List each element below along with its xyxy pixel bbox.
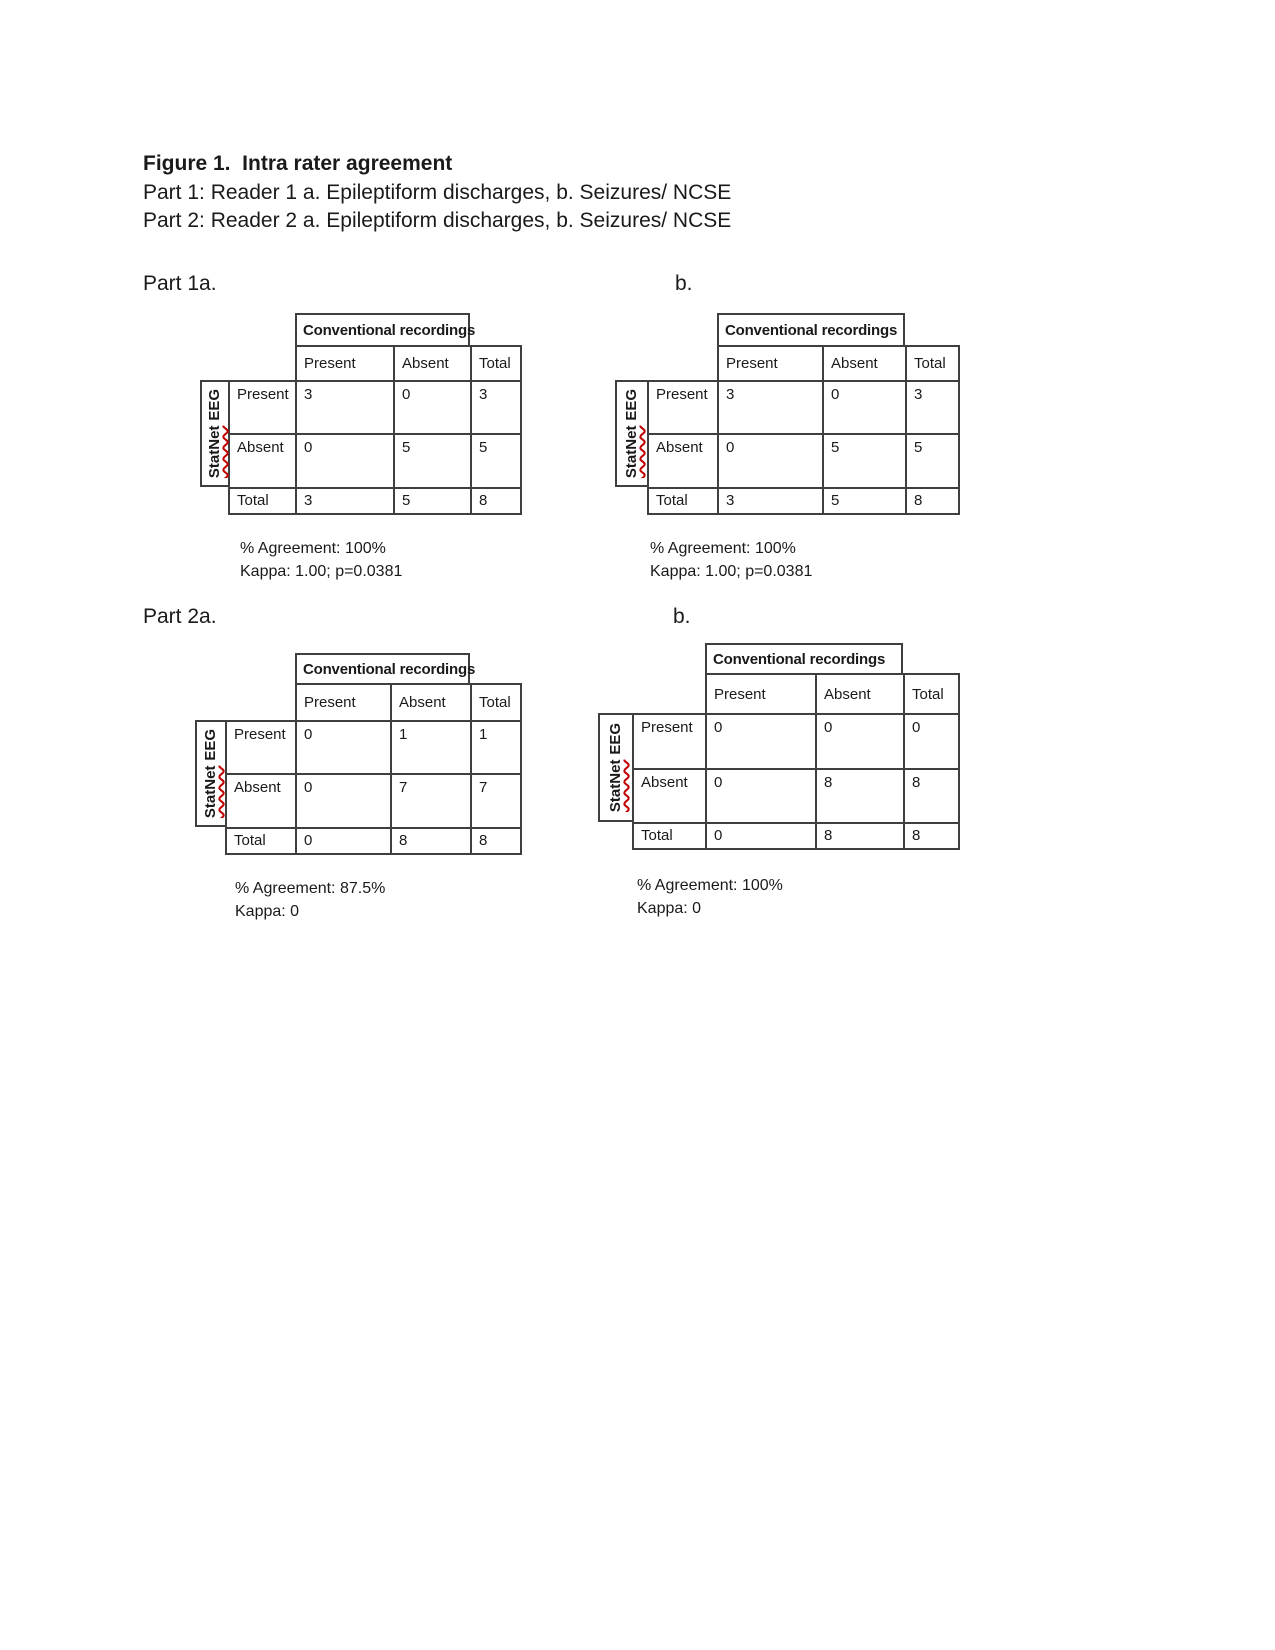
- col-header-absent: Absent: [822, 345, 905, 380]
- data-cell: 0: [295, 827, 390, 855]
- kappa-line: Kappa: 1.00; p=0.0381: [650, 562, 813, 580]
- kappa-line: Kappa: 0: [235, 902, 300, 920]
- agreement-line: % Agreement: 100%: [637, 877, 783, 894]
- column-group-header: Conventional recordings: [717, 313, 905, 345]
- data-cell: 1: [470, 720, 522, 773]
- row-group-header-text: [608, 723, 625, 812]
- section-label-part2a: Part 2a.: [143, 605, 217, 628]
- col-header-absent: Absent: [390, 683, 470, 720]
- data-cell: 7: [390, 773, 470, 827]
- section-label-part1a: Part 1a.: [143, 272, 217, 295]
- col-header-present: Present: [295, 683, 390, 720]
- figure-title: Figure 1. Intra rater agreement: [143, 152, 453, 175]
- data-cell: 0: [393, 380, 470, 433]
- agreement-line: % Agreement: 100%: [650, 540, 796, 557]
- data-cell: 0: [705, 768, 815, 822]
- kappa-line: Kappa: 0: [637, 899, 702, 917]
- row-label-absent: Absent: [228, 433, 295, 487]
- data-cell: 8: [470, 827, 522, 855]
- data-cell: 0: [705, 822, 815, 850]
- col-header-total: Total: [470, 345, 522, 380]
- row-label-total: Total: [647, 487, 717, 515]
- data-cell: 0: [903, 713, 960, 768]
- col-header-present: Present: [705, 673, 815, 713]
- column-group-header: Conventional recordings: [295, 313, 470, 345]
- stats-part1a: [240, 538, 402, 583]
- col-header-absent: Absent: [393, 345, 470, 380]
- row-group-header: [195, 720, 225, 827]
- data-cell: 8: [903, 768, 960, 822]
- data-cell: 0: [815, 713, 903, 768]
- row-group-header-text: [203, 729, 220, 818]
- data-cell: 8: [470, 487, 522, 515]
- data-cell: 5: [822, 487, 905, 515]
- data-cell: 5: [905, 433, 960, 487]
- column-group-header: Conventional recordings: [705, 643, 903, 673]
- figure-header: [143, 150, 731, 236]
- row-label-absent: Absent: [647, 433, 717, 487]
- data-cell: 0: [717, 433, 822, 487]
- row-label-total: Total: [632, 822, 705, 850]
- data-cell: 3: [295, 487, 393, 515]
- spellcheck-flagged-word: StatNet: [202, 765, 220, 819]
- row-group-rest-word: EEG: [206, 388, 224, 421]
- data-cell: 0: [295, 773, 390, 827]
- data-cell: 3: [717, 380, 822, 433]
- row-group-header: [200, 380, 228, 487]
- data-cell: 3: [905, 380, 960, 433]
- data-cell: 5: [470, 433, 522, 487]
- section-label-part1b: b.: [675, 272, 693, 295]
- data-cell: 8: [815, 822, 903, 850]
- contingency-table-part1a: [200, 313, 522, 515]
- contingency-table-part1b: [615, 313, 960, 515]
- data-cell: 1: [390, 720, 470, 773]
- spellcheck-flagged-word: StatNet: [623, 425, 641, 479]
- section-label-part2b: b.: [673, 605, 691, 628]
- row-group-header: [598, 713, 632, 822]
- data-cell: 0: [705, 713, 815, 768]
- stats-part2a: [235, 878, 385, 923]
- contingency-table-part2b: [598, 643, 960, 850]
- row-label-present: Present: [647, 380, 717, 433]
- kappa-line: Kappa: 1.00; p=0.0381: [240, 562, 403, 580]
- data-cell: 0: [295, 720, 390, 773]
- data-cell: 8: [815, 768, 903, 822]
- agreement-line: % Agreement: 87.5%: [235, 880, 386, 897]
- agreement-line: % Agreement: 100%: [240, 540, 386, 557]
- col-header-present: Present: [717, 345, 822, 380]
- row-group-header: [615, 380, 647, 487]
- row-group-header-text: [624, 389, 641, 478]
- figure-caption-line-1: Part 1: Reader 1 a. Epileptiform discharges, b. Seizures/ NCSE: [143, 180, 732, 204]
- data-cell: 3: [470, 380, 522, 433]
- row-label-present: Present: [225, 720, 295, 773]
- spellcheck-flagged-word: StatNet: [607, 759, 625, 813]
- data-cell: 7: [470, 773, 522, 827]
- data-cell: 5: [393, 433, 470, 487]
- col-header-total: Total: [903, 673, 960, 713]
- row-group-rest-word: EEG: [202, 728, 220, 761]
- row-label-absent: Absent: [632, 768, 705, 822]
- data-cell: 0: [822, 380, 905, 433]
- column-group-header: Conventional recordings: [295, 653, 470, 683]
- row-label-total: Total: [225, 827, 295, 855]
- row-label-present: Present: [228, 380, 295, 433]
- row-label-present: Present: [632, 713, 705, 768]
- stats-part1b: [650, 538, 812, 583]
- data-cell: 8: [390, 827, 470, 855]
- col-header-total: Total: [470, 683, 522, 720]
- row-group-rest-word: EEG: [607, 722, 625, 755]
- col-header-total: Total: [905, 345, 960, 380]
- data-cell: 3: [295, 380, 393, 433]
- col-header-absent: Absent: [815, 673, 903, 713]
- row-label-absent: Absent: [225, 773, 295, 827]
- data-cell: 8: [903, 822, 960, 850]
- stats-part2b: [637, 875, 783, 920]
- col-header-present: Present: [295, 345, 393, 380]
- data-cell: 8: [905, 487, 960, 515]
- figure-caption-line-2: Part 2: Reader 2 a. Epileptiform discharges, b. Seizures/ NCSE: [143, 209, 732, 232]
- row-group-header-text: [207, 389, 224, 478]
- data-cell: 0: [295, 433, 393, 487]
- spellcheck-flagged-word: StatNet: [206, 425, 224, 479]
- row-label-total: Total: [228, 487, 295, 515]
- row-group-rest-word: EEG: [623, 388, 641, 421]
- data-cell: 5: [393, 487, 470, 515]
- data-cell: 5: [822, 433, 905, 487]
- contingency-table-part2a: [195, 653, 522, 855]
- data-cell: 3: [717, 487, 822, 515]
